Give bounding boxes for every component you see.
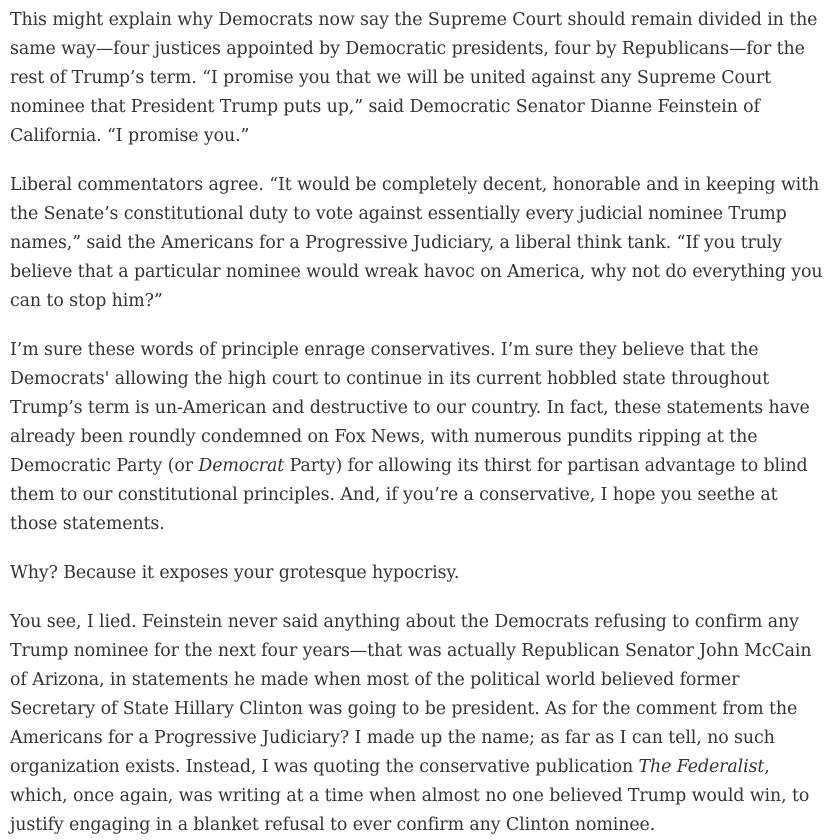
paragraph-text-after: Party) for allowing its thirst for partisan advantage to blind them to our constitutional principles. And, if you’re a conservative, I hope you seethe at those statements. bbox=[10, 456, 808, 534]
paragraph-hypocrisy bbox=[10, 559, 825, 588]
paragraph-feinstein-quote bbox=[10, 6, 825, 151]
paragraph-liberal-commentators bbox=[10, 171, 825, 316]
italic-emphasis: Democrat bbox=[198, 456, 285, 476]
paragraph-text-before: I’m sure these words of principle enrage conservatives. I’m sure they believe that the Democrats' allowing the high court to continue in its current hobbled state throughout Trump’s term is un-American and destructive to our country. In fact, these statements have already been roundly condemned on Fox News, with numerous pundits ripping at the Democratic Party (or bbox=[10, 340, 810, 476]
paragraph-text-before: You see, I lied. Feinstein never said anything about the Democrats refusing to confirm any Trump nominee for the next four years—that was actually Republican Senator John McCain of Arizona, in statements he made when most of the political world believed former Secretary of State Hillary Clinton was going to be president. As for the comment from the Americans for a Progressive Judiciary? I made up the name; as far as I can tell, no such organization exists. Instead, I was quoting the conservative publication bbox=[10, 612, 812, 777]
paragraph-conservatives-enraged bbox=[10, 336, 825, 539]
paragraph-text: Why? Because it exposes your grotesque hypocrisy. bbox=[10, 563, 460, 583]
paragraph-text: Liberal commentators agree. “It would be completely decent, honorable and in keeping with the Senate’s constitutional duty to vote against essentially every judicial nominee Trump names,” said the Americans for a Progressive Judiciary, a liberal think tank. “If you truly believe that a particular nominee would wreak havoc on America, why not do everything you can to stop him?” bbox=[10, 175, 823, 311]
paragraph-text-after: , which, once again, was writing at a time when almost no one believed Trump would win, to justify engaging in a blanket refusal to ever confirm any Clinton nominee. bbox=[10, 757, 810, 835]
paragraph-text: This might explain why Democrats now say the Supreme Court should remain divided in the same way—four justices appointed by Democratic presidents, four by Republicans—for the rest of Trump’s term. “I promise you that we will be united against any Supreme Court nominee that President Trump puts up,” said Democratic Senator Dianne Feinstein of California. “I promise you.” bbox=[10, 10, 818, 146]
publication-title: The Federalist bbox=[638, 757, 765, 777]
paragraph-i-lied bbox=[10, 608, 825, 840]
